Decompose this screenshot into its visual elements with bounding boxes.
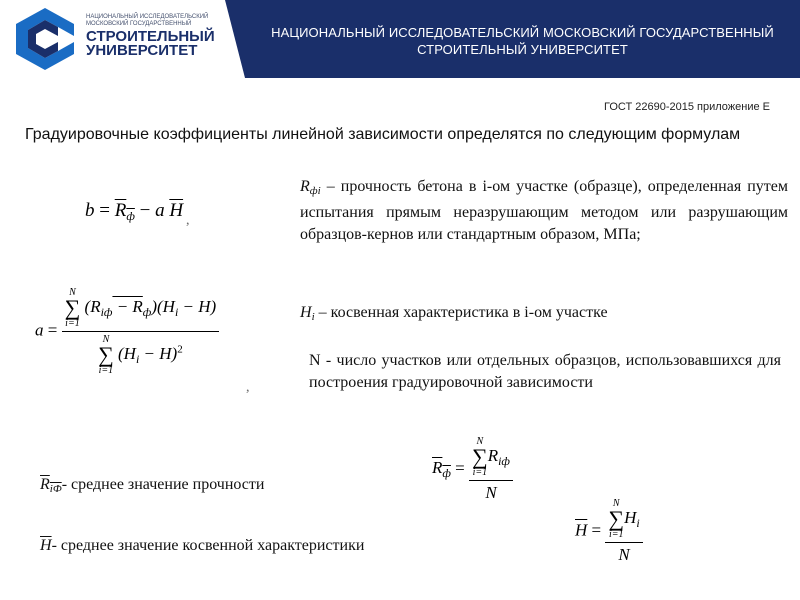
formula-b-a: a: [155, 200, 165, 221]
sum-bottom-limit: i=1: [65, 318, 80, 329]
formula-a-num-sub1: iф: [100, 304, 113, 319]
formula-r-mean-numerator: [469, 436, 513, 481]
formula-a: [35, 287, 219, 376]
sum-top-limit: N: [69, 287, 76, 298]
logo-big-line1: СТРОИТЕЛЬНЫЙ: [86, 28, 215, 45]
header-title: [250, 24, 795, 58]
sum-bottom-limit: i=1: [98, 365, 114, 376]
intro-text: Градуировочные коэффициенты линейной зависимости определятся по следующим формулам: [25, 126, 741, 143]
formula-a-den-part1: (H: [118, 343, 136, 363]
formula-r-mean-eq: =: [455, 458, 465, 478]
definition-r-mean: [40, 474, 360, 500]
formula-r-mean-lhs: [432, 458, 451, 481]
definition-h-mean-symbol: $\overline{H}$: [40, 537, 52, 554]
formula-a-lhs: a: [35, 320, 44, 340]
formula-a-num-sum: [65, 287, 81, 329]
formula-b-h: $\overline{H}$: [169, 200, 184, 221]
formula-b-lhs: b: [85, 200, 95, 221]
formula-h-mean-num-sub: i: [636, 515, 640, 530]
logo-big-line2: УНИВЕРСИТЕТ: [86, 42, 198, 59]
definition-r-dash: –: [320, 178, 341, 195]
formula-a-den-part2: − H): [139, 343, 178, 363]
formula-a-eq: =: [47, 320, 58, 340]
sum-top-limit: N: [612, 498, 620, 509]
formula-a-num-part2: − R: [112, 296, 143, 316]
logo-small-text: [86, 14, 226, 28]
formula-h-mean-sum: [608, 498, 624, 540]
formula-r-mean-lhs-sub: ф: [442, 466, 451, 481]
sigma-glyph: ∑: [64, 295, 81, 320]
definition-r-mean-text: - среднее значение прочности: [61, 476, 265, 493]
formula-b-r-sub: ф: [126, 209, 135, 223]
formula-h-mean-fraction: [605, 498, 642, 565]
sum-top-limit: N: [476, 436, 484, 447]
formula-b-r-symbol: R: [114, 200, 127, 221]
formula-h-mean-denominator: N: [618, 545, 630, 564]
formula-a-num-part1: (R: [84, 296, 101, 316]
definition-r-text: прочность бетона в i-ом участке (образце), определенная путем испытания прямым неразрушающим методом или разрушающим образцов-кернов или стандартным образом, МПа;: [300, 178, 788, 243]
gost-reference: ГОСТ 22690-2015 приложение Е: [604, 101, 770, 113]
formula-a-fraction: [62, 287, 220, 376]
definition-r: [300, 176, 788, 246]
logo-big-text: [86, 30, 236, 58]
definition-n: N - число участков или отдельных образцов, использовавшихся для построения градуировочной зависимости: [309, 352, 781, 391]
formula-h-mean-numerator: [605, 498, 642, 543]
definition-h-text: – косвенная характеристика в i-ом участке: [314, 304, 608, 321]
logo-small-line2: МОСКОВСКИЙ ГОСУДАРСТВЕННЫЙ: [86, 21, 192, 27]
header-title-line2: СТРОИТЕЛЬНЫЙ УНИВЕРСИТЕТ: [417, 42, 628, 57]
formula-a-den-power: 2: [177, 343, 183, 356]
formula-a-comma: ,: [246, 380, 250, 395]
definition-h-sub: i: [311, 311, 315, 323]
formula-h-mean: [575, 498, 643, 565]
header: [0, 0, 800, 78]
definition-r-sub: фi: [309, 185, 321, 197]
sigma-glyph: ∑: [472, 444, 488, 469]
formula-a-numerator: [62, 287, 220, 332]
definition-r-symbol: R: [300, 178, 310, 195]
formula-a-num-sub3: i: [174, 304, 179, 319]
formula-a-num-sub2: ф: [142, 304, 152, 319]
formula-a-num-part3: )(H: [151, 296, 175, 316]
formula-a-denominator: [62, 332, 220, 376]
sigma-glyph: ∑: [98, 342, 114, 367]
formula-a-num-part4: − H): [178, 296, 217, 316]
formula-r-mean-num-letter: R: [487, 445, 499, 465]
formula-h-mean-eq: =: [591, 520, 602, 540]
definition-r-mean-sub: iФ: [49, 483, 62, 495]
formula-a-den-sum: [98, 334, 114, 376]
formula-b-minus: −: [139, 200, 156, 221]
definition-r-mean-symbol: [40, 476, 62, 493]
definition-h-mean: [40, 535, 460, 557]
formula-r-mean-lhs-letter: R: [432, 458, 443, 478]
logo-small-line1: НАЦИОНАЛЬНЫЙ ИССЛЕДОВАТЕЛЬСКИЙ: [86, 14, 209, 20]
definition-h: [300, 302, 788, 328]
sigma-glyph: ∑: [608, 506, 625, 531]
formula-b-comma: ,: [186, 213, 190, 228]
formula-r-mean-num-sub: iф: [498, 453, 510, 468]
formula-b: [85, 200, 183, 224]
formula-h-mean-num-letter: H: [624, 507, 637, 527]
formula-a-den-sub: i: [135, 351, 140, 366]
sum-bottom-limit: i=1: [608, 529, 624, 540]
formula-r-mean: [432, 436, 513, 503]
formula-h-mean-lhs: $\overline{H}$: [575, 520, 588, 540]
formula-r-mean-denominator: N: [485, 483, 497, 502]
formula-b-eq: =: [99, 200, 110, 221]
sum-bottom-limit: i=1: [472, 467, 488, 478]
formula-r-mean-fraction: [469, 436, 513, 503]
definition-h-mean-text: - среднее значение косвенной характеристики: [51, 537, 365, 554]
sum-top-limit: N: [102, 334, 110, 345]
header-title-line1: НАЦИОНАЛЬНЫЙ ИССЛЕДОВАТЕЛЬСКИЙ МОСКОВСКИЙ ГОСУДАРСТВЕННЫЙ: [271, 25, 774, 40]
formula-r-mean-sum: [472, 436, 488, 478]
header-band-slant: [225, 0, 245, 78]
definition-r-mean-letter: R: [40, 476, 50, 493]
university-logo-icon: [12, 6, 78, 72]
formula-b-r: [115, 200, 135, 221]
definition-h-symbol: H: [300, 304, 312, 321]
